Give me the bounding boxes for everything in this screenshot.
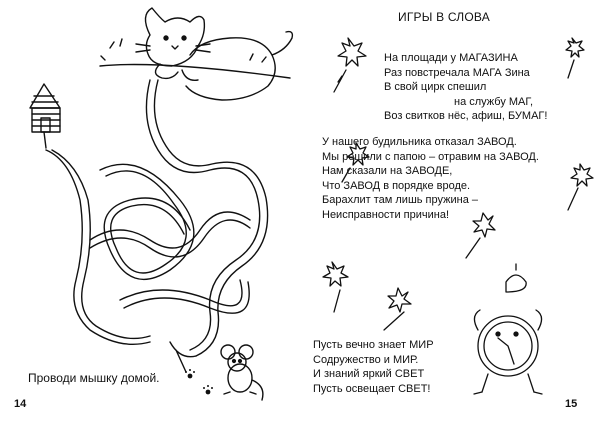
stanza-1 [384, 51, 547, 124]
page-number-right: 15 [565, 398, 578, 410]
stanza-line: Что ЗАВОД в порядке вроде. [322, 179, 471, 192]
stanza-line: Раз повстречала МАГА Зина [384, 66, 530, 79]
cat-icon [136, 8, 292, 100]
maze-path [46, 80, 268, 372]
stanza-line: Нам сказали на ЗАВОДЕ, [322, 165, 453, 177]
page-title: ИГРЫ В СЛОВА [398, 10, 490, 24]
page-number-left: 14 [14, 398, 27, 410]
stanza-line: Неисправности причина! [322, 208, 450, 221]
mouse-icon [221, 345, 263, 400]
firework-icon-6 [323, 262, 348, 312]
firework-icon-7 [384, 288, 411, 330]
right-page [302, 0, 604, 433]
firework-icon-3 [566, 38, 584, 78]
stanza-line: На площади у МАГАЗИНА [384, 52, 518, 64]
alarm-clock-icon [474, 264, 542, 394]
stanza-line: И знаний яркий СВЕТ [313, 368, 425, 380]
stanza-line: Мы решили с папою – отравим на ЗАВОД. [322, 150, 539, 163]
stanza-line: В свой цирк спешил [384, 81, 487, 93]
stanza-line: Пусть освещает СВЕТ! [313, 382, 431, 395]
stanza-line: Содружество и МИР. [313, 353, 419, 366]
house-icon [30, 84, 60, 148]
stanza-line: Воз свитков нёс, афиш, БУМАГ! [384, 110, 548, 122]
stanza-line: Барахлит там лишь пружина – [322, 194, 478, 206]
stanza-line: на службу МАГ, [454, 95, 534, 108]
stanza-line: Пусть вечно знает МИР [313, 339, 434, 351]
stanza-3 [313, 338, 434, 396]
stanza-line: У нашего будильника отказал ЗАВОД. [322, 136, 517, 148]
firework-icon-1 [334, 38, 366, 92]
stanza-2 [322, 135, 539, 222]
maze-caption: Проводи мышку домой. [28, 371, 160, 385]
paw-prints-icon [185, 369, 213, 394]
firework-icon-4 [568, 164, 593, 210]
